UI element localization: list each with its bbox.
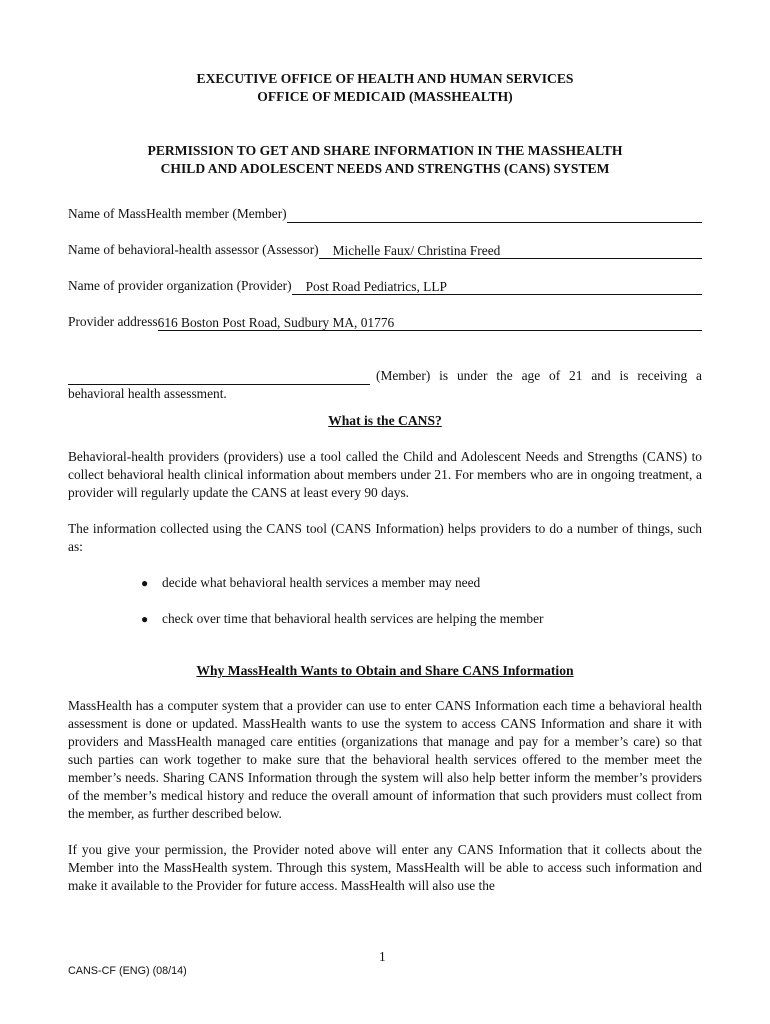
- assessor-name-label: Name of behavioral-health assessor (Assessor): [68, 242, 319, 257]
- provider-name-row: [68, 277, 702, 295]
- member-statement-line-2: behavioral health assessment.: [68, 386, 227, 401]
- member-statement-line-1: (Member) is under the age of 21 and is receiving a: [376, 368, 702, 383]
- document-title: [68, 142, 702, 178]
- header-line-2: OFFICE OF MEDICAID (MASSHEALTH): [257, 89, 513, 104]
- form-code: CANS-CF (ENG) (08/14): [68, 965, 187, 977]
- list-item: [68, 610, 702, 628]
- provider-name-label: Name of provider organization (Provider): [68, 278, 292, 293]
- header-line-1: EXECUTIVE OFFICE OF HEALTH AND HUMAN SERVICES: [196, 71, 574, 86]
- agency-header: [68, 70, 702, 106]
- cans-uses-list: [68, 574, 702, 628]
- section-heading-why-masshealth: Why MassHealth Wants to Obtain and Share CANS Information: [196, 663, 574, 678]
- list-item-text: decide what behavioral health services a member may need: [162, 575, 481, 590]
- title-line-2: CHILD AND ADOLESCENT NEEDS AND STRENGTHS (CANS) SYSTEM: [160, 161, 610, 176]
- cans-description-paragraph: Behavioral-health providers (providers) use a tool called the Child and Adolescent Needs and Strengths (CANS) to collect behavioral health clinical information about members under 21. For members who are in ongoing treatment, a provider will regularly update the CANS at least every 90 days.: [68, 449, 702, 500]
- member-statement-blank[interactable]: [68, 369, 370, 385]
- list-item: [68, 574, 702, 592]
- masshealth-system-paragraph: MassHealth has a computer system that a provider can use to enter CANS Information each time a behavioral health assessment is done or updated. MassHealth wants to use the system to access CANS Information and share it with providers and MassHealth managed care entities (organizations that manage and pay for a member’s care) so that such parties can work together to make sure that the behavioral health services offered to the member meet the member’s needs. Sharing CANS Information through the system will also help better inform the member’s providers of the member’s medical history and reduce the overall amount of information that such providers must collect from the member, as further described below.: [68, 698, 702, 821]
- bullet-icon: ●: [141, 576, 149, 590]
- member-name-row: [68, 205, 702, 223]
- member-name-field[interactable]: [287, 207, 702, 223]
- assessor-name-row: [68, 241, 702, 259]
- assessor-name-field[interactable]: Michelle Faux/ Christina Freed: [319, 243, 702, 259]
- member-name-label: Name of MassHealth member (Member): [68, 206, 287, 221]
- permission-paragraph: If you give your permission, the Provider noted above will enter any CANS Information that it collects about the Member into the MassHealth system. Through this system, MassHealth will be able to access such information and make it available to the Provider for future access. MassHealth will also use the: [68, 842, 702, 893]
- page-number: 1: [379, 949, 386, 964]
- title-line-1: PERMISSION TO GET AND SHARE INFORMATION IN THE MASSHEALTH: [147, 143, 623, 158]
- bullet-icon: ●: [141, 612, 149, 626]
- member-statement-row: [68, 367, 702, 385]
- page-content: [68, 70, 702, 895]
- provider-address-row: [68, 313, 702, 331]
- provider-address-field[interactable]: 616 Boston Post Road, Sudbury MA, 01776: [158, 315, 702, 331]
- list-item-text: check over time that behavioral health services are helping the member: [162, 611, 544, 626]
- section-heading-what-is-cans: What is the CANS?: [328, 413, 442, 428]
- provider-address-label: Provider address: [68, 314, 158, 329]
- provider-name-field[interactable]: Post Road Pediatrics, LLP: [292, 279, 702, 295]
- cans-information-paragraph: The information collected using the CANS tool (CANS Information) helps providers to do a number of things, such as:: [68, 521, 702, 554]
